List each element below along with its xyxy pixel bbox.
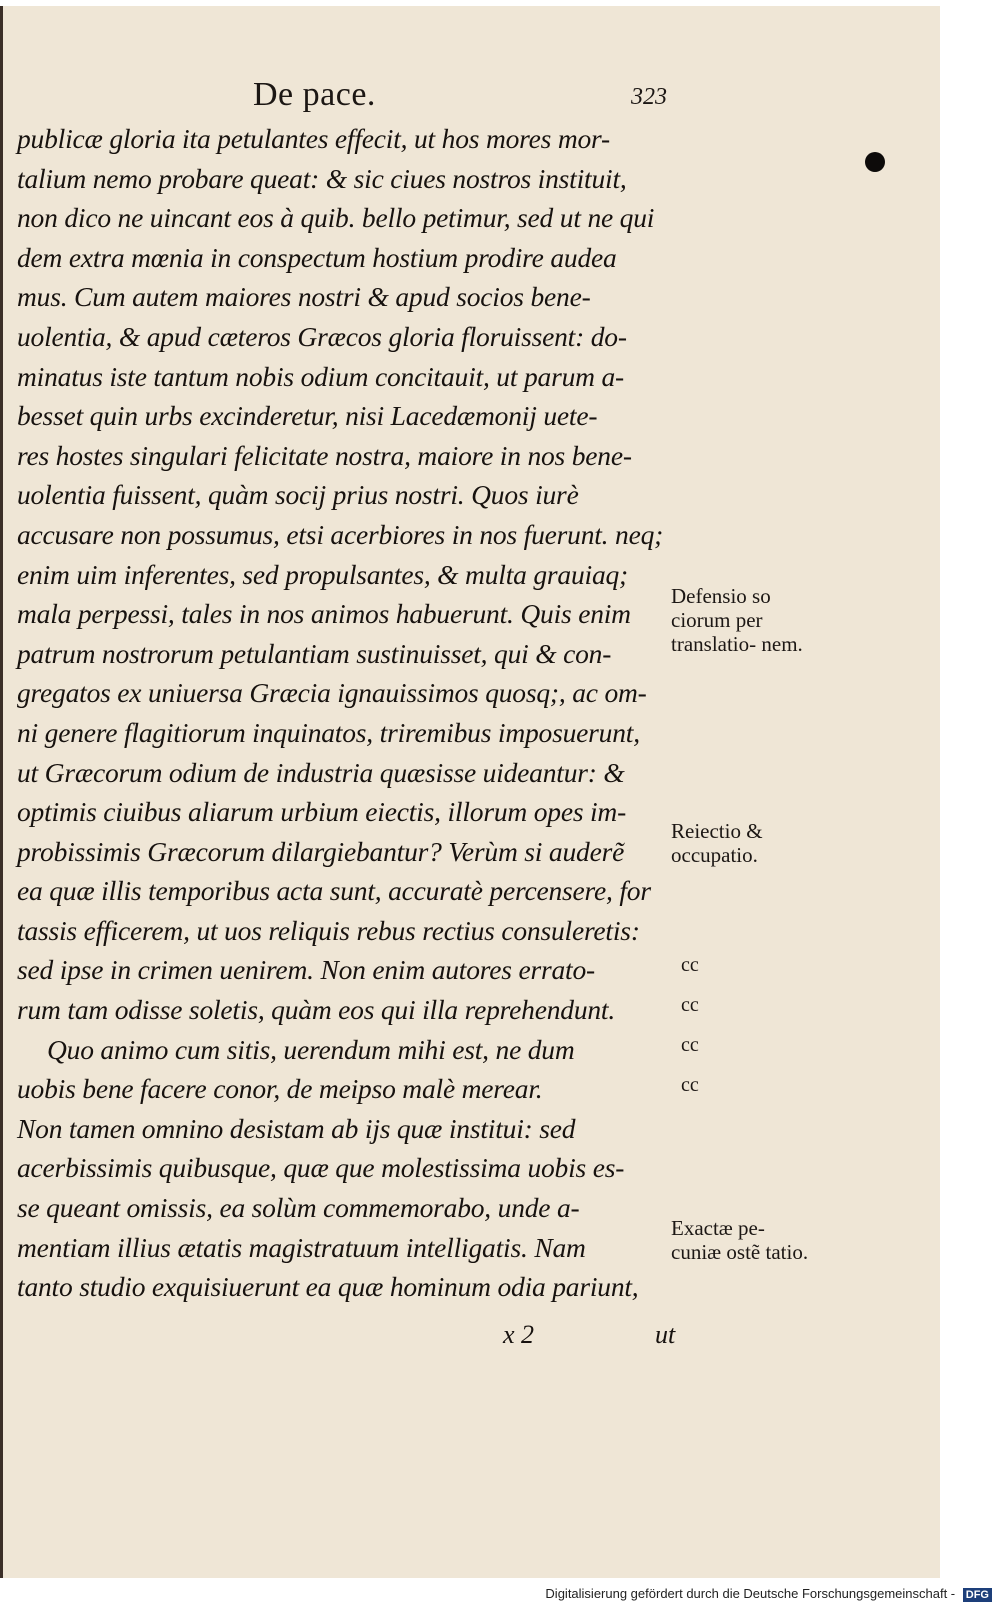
footer-text: Digitalisierung gefördert durch die Deutsche Forschungsgemeinschaft - [545, 1586, 956, 1601]
text-line: sed ipse in crimen uenirem. Non enim autores errato- [17, 954, 595, 986]
text-line: ut Græcorum odium de industria quæsisse uideantur: & [17, 756, 625, 788]
text-line: res hostes singulari felicitate nostra, maiore in nos bene- [17, 439, 632, 471]
margin-notes [671, 6, 811, 1578]
text-line: non dico ne uincant eos à quib. bello petimur, sed ut ne qui [17, 202, 655, 234]
scan-margin [940, 6, 1000, 1578]
text-line: dem extra mœnia in conspectum hostium prodire audea [17, 241, 617, 273]
text-line: tassis efficerem, ut uos reliquis rebus rectius consuleretis: [17, 914, 640, 946]
text-line: minatus iste tantum nobis odium concitauit, ut parum a- [17, 360, 624, 392]
digitization-footer [0, 1586, 992, 1602]
text-line: tanto studio exquisiuerunt ea quæ hominum odia pariunt, [17, 1271, 639, 1303]
ink-dot-mark [865, 152, 885, 172]
text-line: uolentia fuissent, quàm socij prius nostri. Quos iurè [17, 479, 579, 511]
text-line: uolentia, & apud cæteros Græcos gloria floruissent: do- [17, 320, 627, 352]
text-line: acerbissimis quibusque, quæ que molestissima uobis es- [17, 1152, 625, 1184]
text-line: optimis ciuibus aliarum urbium eiectis, illorum opes im- [17, 796, 627, 828]
text-line: rum tam odisse soletis, quàm eos qui illa reprehendunt. [17, 994, 616, 1026]
text-line: ni genere flagitiorum inquinatos, triremibus imposuerunt, [17, 716, 640, 748]
catchword: ut [655, 1320, 676, 1349]
text-line: gregatos ex uniuersa Græcia ignauissimos quosq;, ac om- [17, 677, 647, 709]
running-title: De pace. [253, 76, 376, 113]
text-line: talium nemo probare queat: & sic ciues nostros instituit, [17, 162, 627, 194]
text-line: Non tamen omnino desistam ab ijs quæ institui: sed [17, 1112, 576, 1144]
quote-mark: cc [681, 954, 699, 976]
page-number: 323 [631, 84, 667, 110]
text-line: enim uim inferentes, sed propulsantes, & multa grauiaq; [17, 558, 629, 590]
main-text [17, 119, 677, 1307]
text-line: uobis bene facere conor, de meipso malè merear. [17, 1073, 543, 1105]
margin-note: Reiectio & occupatio. [671, 819, 763, 867]
text-line: Quo animo cum sitis, uerendum mihi est, ne dum [47, 1033, 575, 1065]
quote-mark: cc [681, 1034, 699, 1056]
margin-note: Exactæ pe- cuniæ ostẽ tatio. [671, 1216, 809, 1264]
text-line: ea quæ illis temporibus acta sunt, accuratè percensere, for [17, 875, 651, 907]
text-line: mentiam illius ætatis magistratuum intelligatis. Nam [17, 1231, 586, 1263]
text-line: se queant omissis, ea solùm commemorabo, unde a- [17, 1192, 580, 1224]
text-line: besset quin urbs excinderetur, nisi Lacedæmonij uete- [17, 400, 598, 432]
text-line: probissimis Græcorum dilargiebantur? Verùm si auderẽ [17, 835, 625, 867]
text-line: mus. Cum autem maiores nostri & apud socios bene- [17, 281, 591, 313]
signature-line [15, 1320, 675, 1360]
signature-mark: x 2 [503, 1320, 535, 1349]
text-line: accusare non possumus, etsi acerbiores in nos fuerunt. neq; [17, 518, 664, 550]
margin-note: Defensio so ciorum per translatio- nem. [671, 584, 803, 656]
quote-mark: cc [681, 994, 699, 1016]
text-line: mala perpessi, tales in nos animos habuerunt. Quis enim [17, 598, 631, 630]
book-page [0, 6, 940, 1578]
text-line: publicæ gloria ita petulantes effecit, ut hos mores mor- [17, 123, 610, 154]
quote-mark: cc [681, 1074, 699, 1096]
dfg-logo: DFG [963, 1588, 992, 1602]
text-line: patrum nostrorum petulantiam sustinuisset, qui & con- [17, 637, 612, 669]
